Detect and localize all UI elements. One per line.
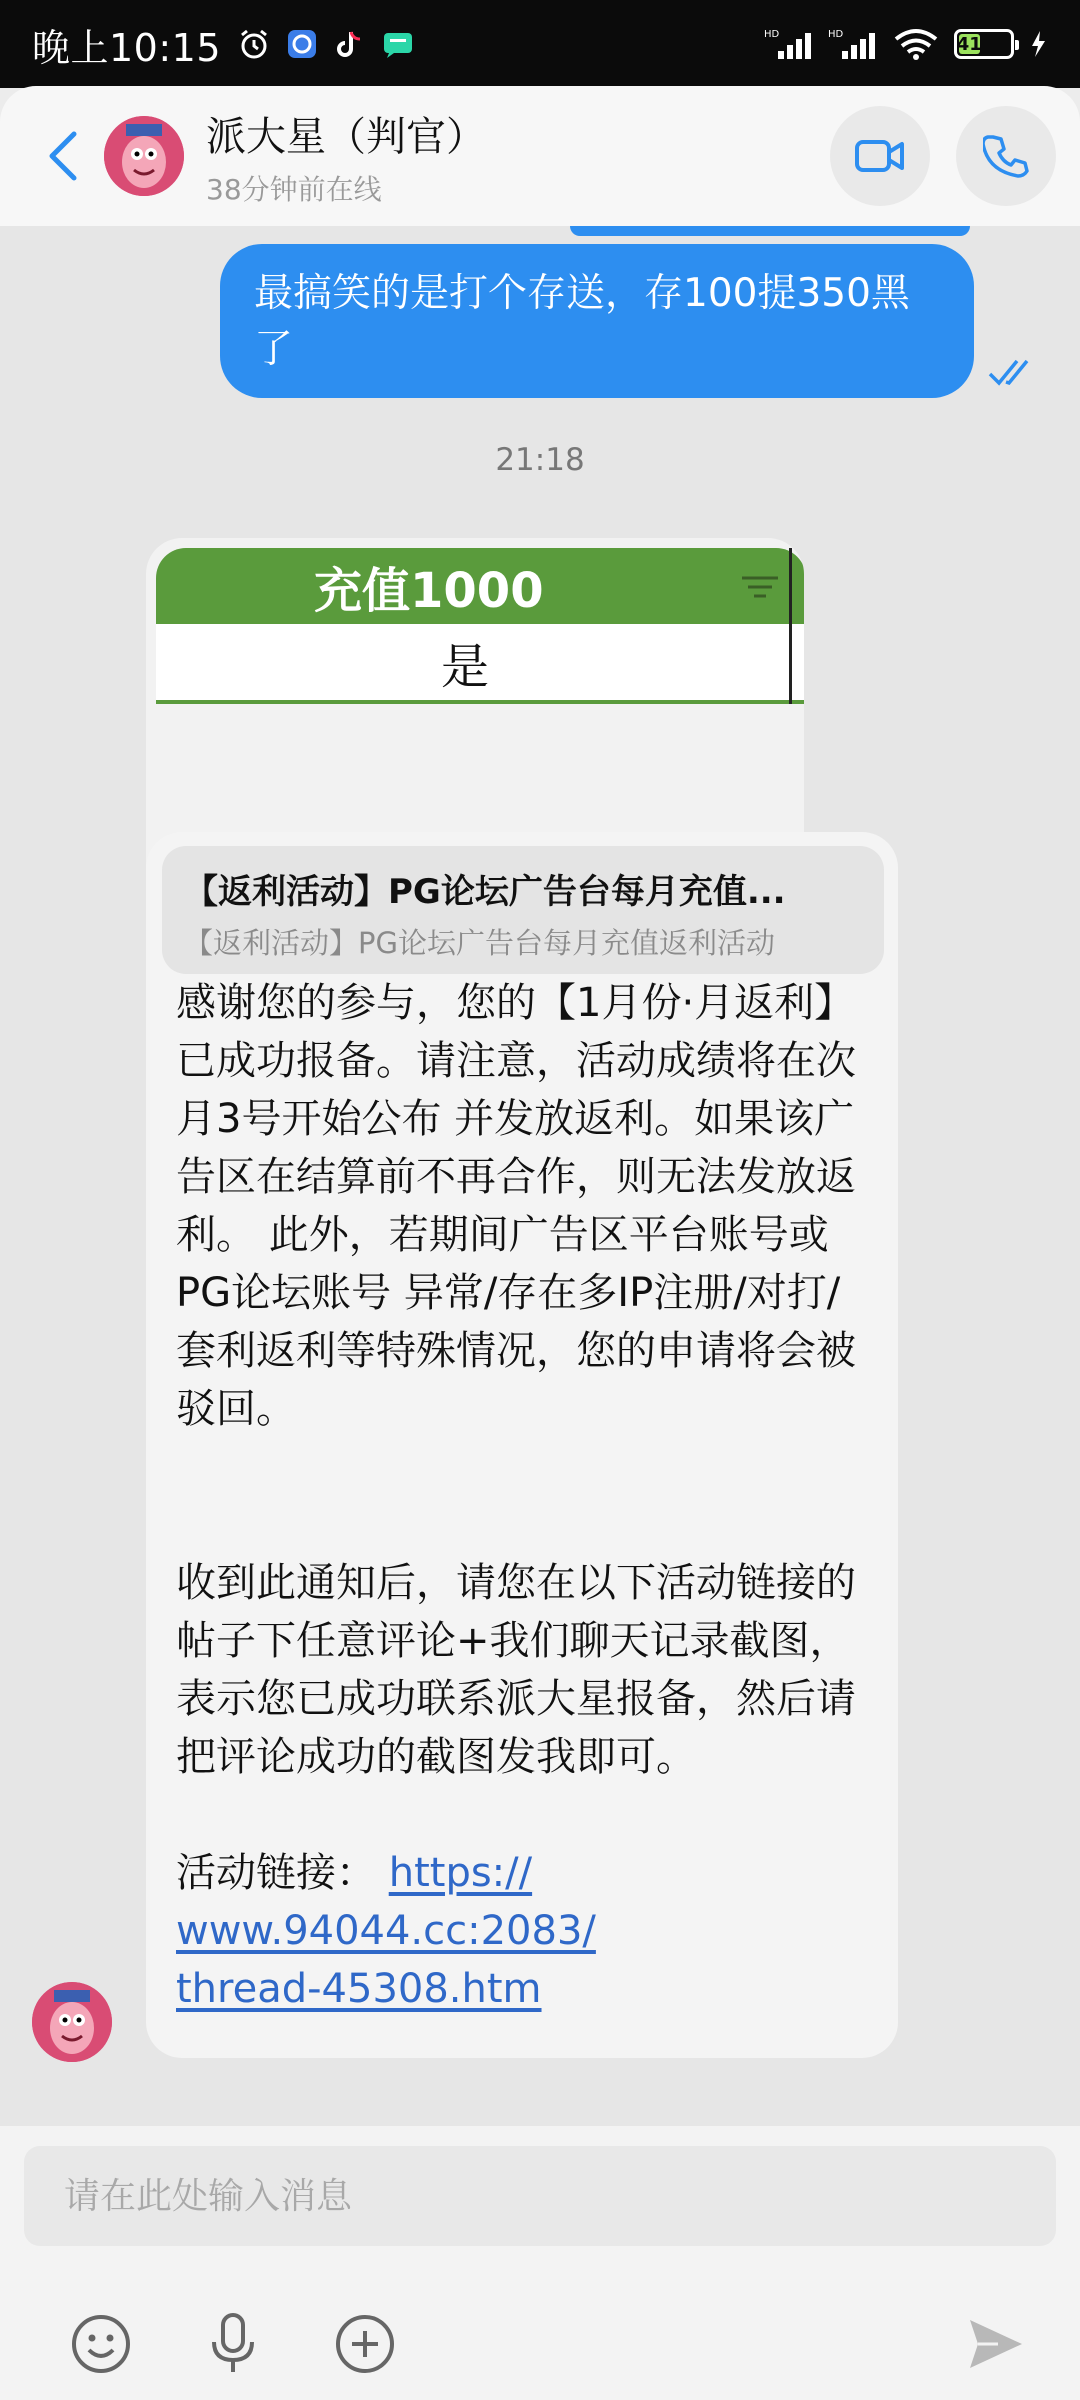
- message-paragraph-2: 收到此通知后，请您在以下活动链接的帖子下任意评论+我们聊天记录截图，表示您已成功联系派大星报备，然后请把评论成功的截图发我即可。: [176, 1560, 856, 1780]
- back-button[interactable]: [24, 106, 104, 206]
- video-call-icon: [854, 136, 906, 176]
- signal-icon: [764, 27, 814, 61]
- link-label: 活动链接：: [176, 1850, 376, 1896]
- svg-text:HD: HD: [764, 29, 780, 40]
- charging-icon: [1028, 29, 1048, 59]
- battery-indicator: [954, 29, 1014, 59]
- table-header: [156, 548, 804, 624]
- phone-icon: [983, 133, 1029, 179]
- sender-avatar-image: [32, 1982, 112, 2062]
- composer: [0, 2126, 1080, 2400]
- time-divider: 21:18: [495, 442, 585, 478]
- attach-button[interactable]: [330, 2309, 400, 2379]
- incoming-message[interactable]: [146, 832, 898, 2058]
- activity-link-part-2[interactable]: www.94044.cc:2083/: [176, 1908, 596, 1954]
- outgoing-message[interactable]: 最搞笑的是打个存送，存100提350黑了: [220, 244, 974, 398]
- send-icon: [966, 2314, 1026, 2374]
- phone-call-button[interactable]: [956, 106, 1056, 206]
- message-list[interactable]: [0, 226, 1080, 2126]
- sender-avatar[interactable]: [32, 1982, 112, 2062]
- table-cell: [156, 624, 804, 704]
- tiktok-icon: [333, 27, 367, 61]
- contact-name: 派大星（判官）: [206, 113, 486, 160]
- previous-message-edge: [570, 226, 970, 236]
- status-time: 晚上10:15: [32, 25, 222, 70]
- wifi-icon: [892, 27, 940, 61]
- signal-icon-2: [828, 27, 878, 61]
- activity-link-line: [176, 1844, 876, 2018]
- read-receipt-icon: [986, 356, 1042, 388]
- alarm-icon: [237, 27, 271, 61]
- emoji-icon: [70, 2313, 132, 2375]
- status-bar: [0, 0, 1080, 88]
- notification-icons: [237, 27, 415, 61]
- voice-button[interactable]: [198, 2309, 268, 2379]
- send-button[interactable]: [956, 2304, 1036, 2384]
- message-body: [176, 974, 876, 2018]
- chat-header: [0, 86, 1080, 226]
- table-header-text: 充值1000: [314, 562, 544, 619]
- link-preview-card[interactable]: [162, 846, 884, 974]
- battery-percent: 41: [956, 33, 982, 55]
- header-actions: [830, 106, 1056, 206]
- activity-link-part-1[interactable]: https://: [388, 1850, 533, 1896]
- contact-status: 38分钟前在线: [206, 172, 382, 206]
- system-indicators: [764, 27, 1048, 61]
- plus-icon: [334, 2313, 396, 2375]
- filter-icon: [740, 574, 780, 602]
- link-preview-title: 【返利活动】PG论坛广告台每月充值...: [184, 872, 786, 912]
- link-preview-subtitle: 【返利活动】PG论坛广告台每月充值返利活动: [184, 926, 775, 960]
- table-border: [789, 548, 792, 704]
- battery-level: [956, 33, 982, 55]
- message-app-icon: [381, 27, 415, 61]
- message-input[interactable]: [24, 2146, 1056, 2246]
- activity-link-part-3[interactable]: thread-45308.htm: [176, 1966, 542, 2012]
- composer-toolbar: [0, 2304, 1080, 2384]
- message-paragraph-1: 感谢您的参与，您的【1月份·月返利】已成功报备。请注意，活动成绩将在次月3号开始公布 并发放返利。如果该广告区在结算前不再合作，则无法发放返利。 此外，若期间广告区平台账号或PG论坛账号 异常/存在多IP注册/对打/套利返利等特殊情况，您的申请将会被驳回。: [176, 980, 856, 1432]
- microphone-icon: [208, 2312, 258, 2376]
- video-call-button[interactable]: [830, 106, 930, 206]
- back-arrow-icon: [44, 128, 84, 184]
- avatar[interactable]: [104, 116, 184, 196]
- contact-info[interactable]: [206, 105, 486, 208]
- emoji-button[interactable]: [66, 2309, 136, 2379]
- table-cell-text: 是: [441, 638, 490, 695]
- app-notification-icon: [285, 27, 319, 61]
- avatar-image: [104, 116, 184, 196]
- svg-text:HD: HD: [828, 29, 844, 40]
- table-screenshot: [156, 548, 804, 704]
